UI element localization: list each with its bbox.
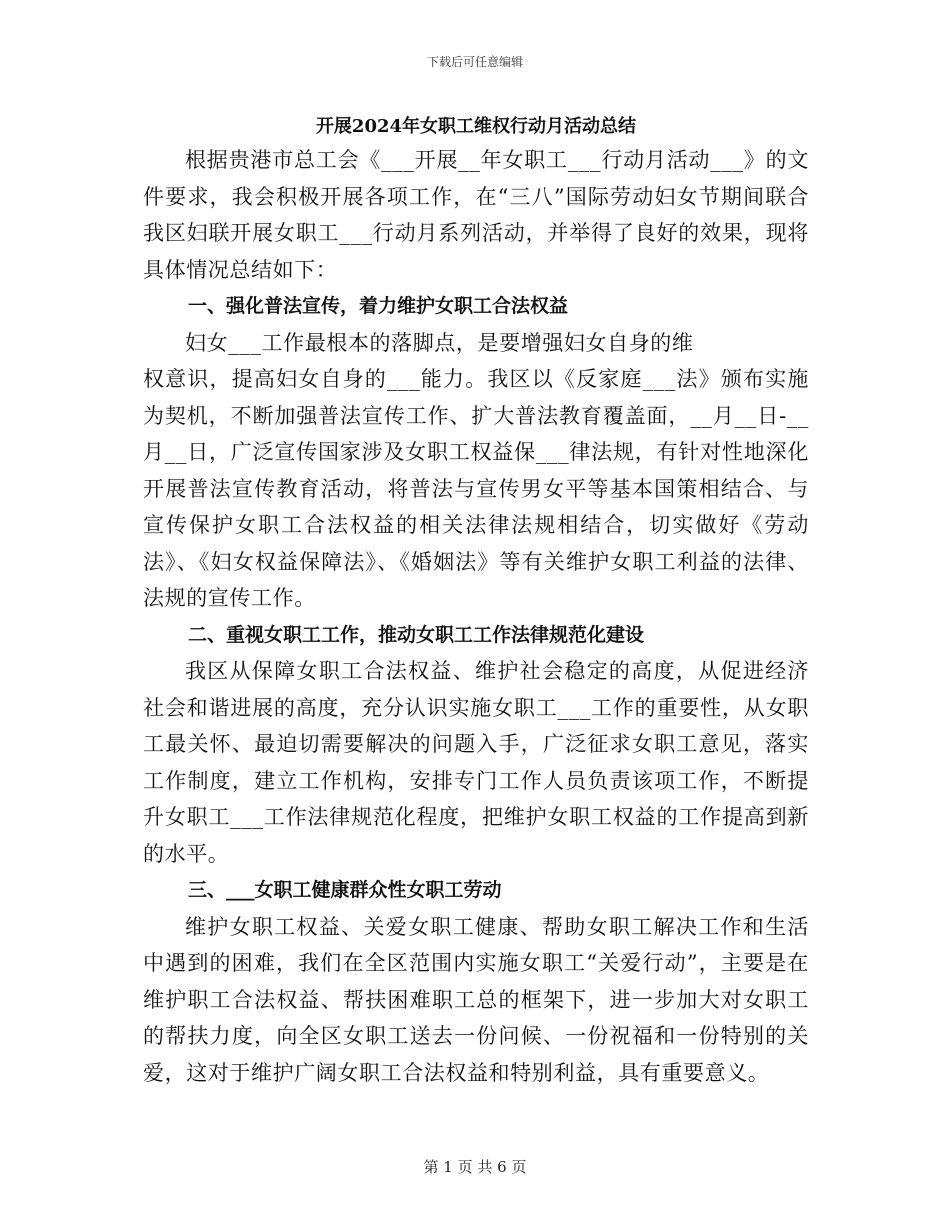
section-2-heading: 二、重视女职工工作，推动女职工工作法律规范化建设 (188, 623, 645, 646)
page-footer: 第 1 页 共 6 页 (423, 1158, 527, 1176)
document-body (143, 112, 809, 1091)
section-1-paragraph: 权意识，提高妇女自身的___能力。我区以《反家庭___法》颁布实施为契机，不断加强普法宣传工作、扩大普法教育覆盖面，__月__日-__月__日，广泛宣传国家涉及女职工权益保___律法规，有针对性地深化开展普法宣传教育活动，将普法与宣传男女平等基本国策相结合、与宣传保护女职工合法权益的相关法律法规相结合，切实做好《劳动法》、《妇女权益保障法》、《婚姻法》等有关维护女职工利益的法律、法规的宣传工作。 (143, 367, 809, 610)
section-1-heading: 一、强化普法宣传，着力维护女职工合法权益 (188, 295, 569, 317)
section-2-paragraph: 我区从保障女职工合法权益、维护社会稳定的高度，从促进经济社会和谐进展的高度，充分认识实施女职工___工作的重要性，从女职工最关怀、最迫切需要解决的问题入手，广泛征求女职工意见，落实工作制度，建立工作机构，安排专门工作人员负责该项工作，不断提升女职工___工作法律规范化程度，把维护女职工权益的工作提高到新的水平。 (143, 659, 809, 866)
header-note: 下载后可任意编辑 (426, 55, 523, 69)
document-title: 开展2024年女职工维权行动月活动总结 (315, 116, 637, 137)
intro-paragraph: 根据贵港市总工会《___开展__年女职工___行动月活动___》的文件要求，我会积极开展各项工作，在“三八”国际劳动妇女节期间联合我区妇联开展女职工___行动月系列活动，并举得了良好的效果，现将具体情况总结如下： (143, 148, 809, 282)
section-3-paragraph: 维护女职工权益、关爱女职工健康、帮助女职工解决工作和生活中遇到的困难，我们在全区范围内实施女职工“关爱行动”，主要是在维护职工合法权益、帮扶困难职工总的框架下，进一步加大对女职工的帮扶力度，向全区女职工送去一份问候、一份祝福和一份特别的关爱，这对于维护广阔女职工合法权益和特别利益，具有重要意义。 (143, 914, 809, 1085)
section-3-heading: 三、___女职工健康群众性女职工劳动 (188, 879, 502, 901)
section-1-paragraph-lead: 妇女___工作最根本的落脚点，是要增强妇女自身的维 (185, 330, 694, 355)
